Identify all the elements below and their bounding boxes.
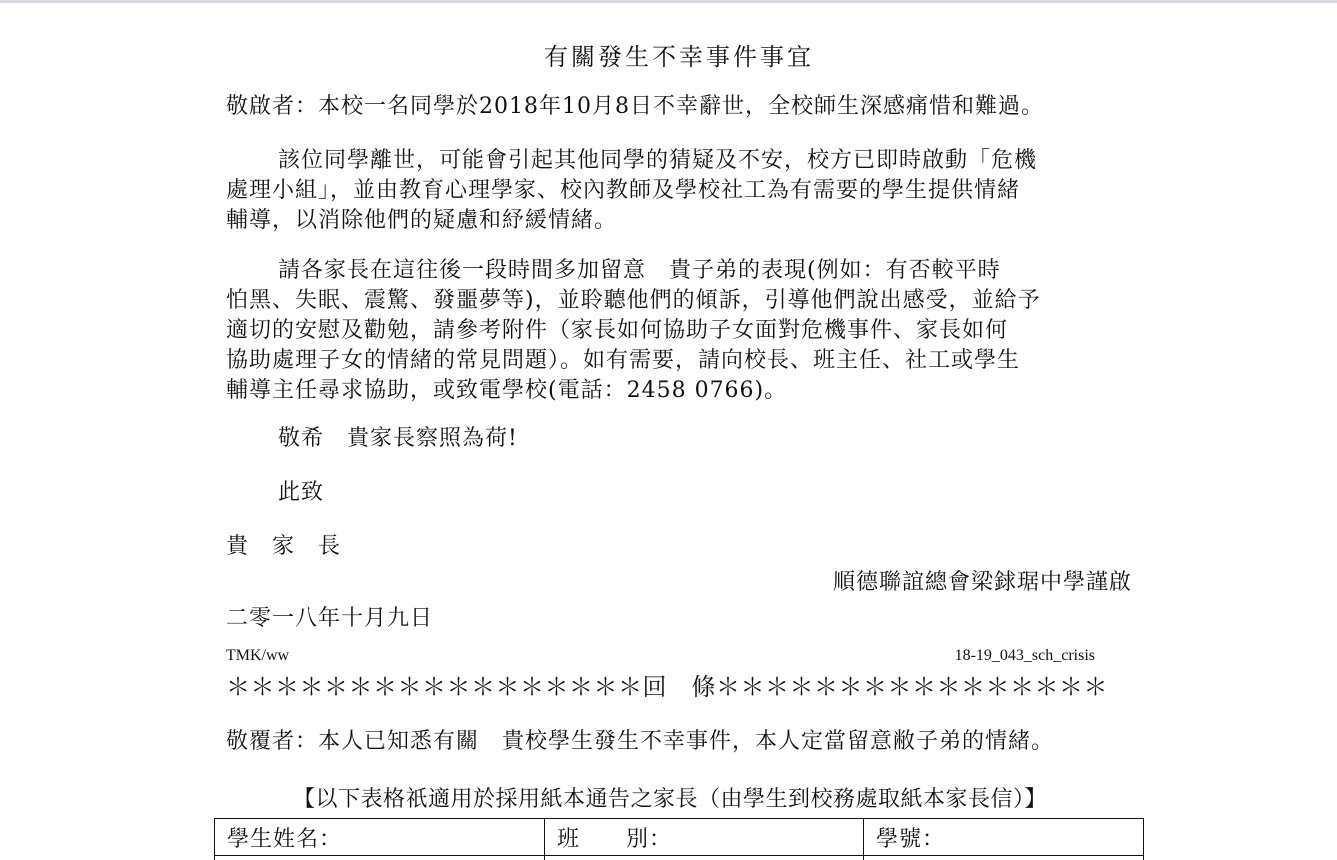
empty-cell bbox=[215, 856, 545, 860]
student-name-field[interactable]: 學生姓名： bbox=[215, 819, 545, 856]
table-row bbox=[215, 819, 1144, 856]
paragraph-crisis-team bbox=[226, 146, 1136, 236]
recipient: 貴 家 長 bbox=[226, 534, 342, 559]
reply-form-title: 【以下表格祇適用於採用紙本通告之家長（由學生到校務處取紙本家長信）】 bbox=[292, 787, 1047, 812]
paragraph-line: 怕黑、失眠、震驚、發噩夢等)，並聆聽他們的傾訴，引導他們說出感受，並給予 bbox=[226, 288, 1041, 313]
reference-code-left: TMK/ww bbox=[226, 647, 290, 664]
sender-signature: 順德聯誼總會梁銶琚中學謹啟 bbox=[832, 570, 1132, 595]
paragraph-line: 協助處理子女的情緒的常見問題）。如有需要，請向校長、班主任、社工或學生 bbox=[226, 348, 1021, 373]
paragraph-line: 請各家長在這往後一段時間多加留意 貴子弟的表現(例如：有否較平時 bbox=[278, 258, 1001, 283]
paragraph-line: 處理小組」，並由教育心理學家、校內教師及學校社工為有需要的學生提供情緒 bbox=[226, 178, 1021, 203]
reference-code-right: 18-19_043_sch_crisis bbox=[954, 647, 1095, 664]
notice-title: 有關發生不幸事件事宜 bbox=[544, 43, 814, 71]
table-row bbox=[215, 856, 1144, 860]
reply-slip-divider: ＊＊＊＊＊＊＊＊＊＊＊＊＊＊＊＊＊回 條＊＊＊＊＊＊＊＊＊＊＊＊＊＊＊＊ bbox=[226, 673, 1108, 701]
paragraph-line: 輔導，以消除他們的疑慮和紓緩情緒。 bbox=[226, 208, 618, 233]
salutation: 此致 bbox=[278, 480, 325, 505]
notice-date: 二零一八年十月九日 bbox=[226, 606, 434, 631]
paragraph-parent-guidance bbox=[226, 256, 1136, 406]
paragraph-line: 該位同學離世，可能會引起其他同學的猜疑及不安，校方已即時啟動「危機 bbox=[278, 148, 1038, 173]
empty-cell bbox=[864, 856, 1144, 860]
student-number-field[interactable]: 學號： bbox=[864, 819, 1144, 856]
reply-statement: 敬覆者：本人已知悉有關 貴校學生發生不幸事件，本人定當留意敝子弟的情緒。 bbox=[226, 729, 1055, 754]
class-field[interactable]: 班 別： bbox=[545, 819, 864, 856]
opening-line: 敬啟者：本校一名同學於2018年10月8日不幸辭世，全校師生深感痛惜和難過。 bbox=[226, 94, 1044, 119]
paragraph-line: 輔導主任尋求協助，或致電學校(電話：2458 0766)。 bbox=[226, 378, 788, 403]
paragraph-line: 適切的安慰及勸勉，請參考附件（家長如何協助子女面對危機事件、家長如何 bbox=[226, 318, 1009, 343]
empty-cell bbox=[545, 856, 864, 860]
closing-line: 敬希 貴家長察照為荷! bbox=[278, 426, 518, 451]
reply-form-table bbox=[214, 818, 1144, 860]
